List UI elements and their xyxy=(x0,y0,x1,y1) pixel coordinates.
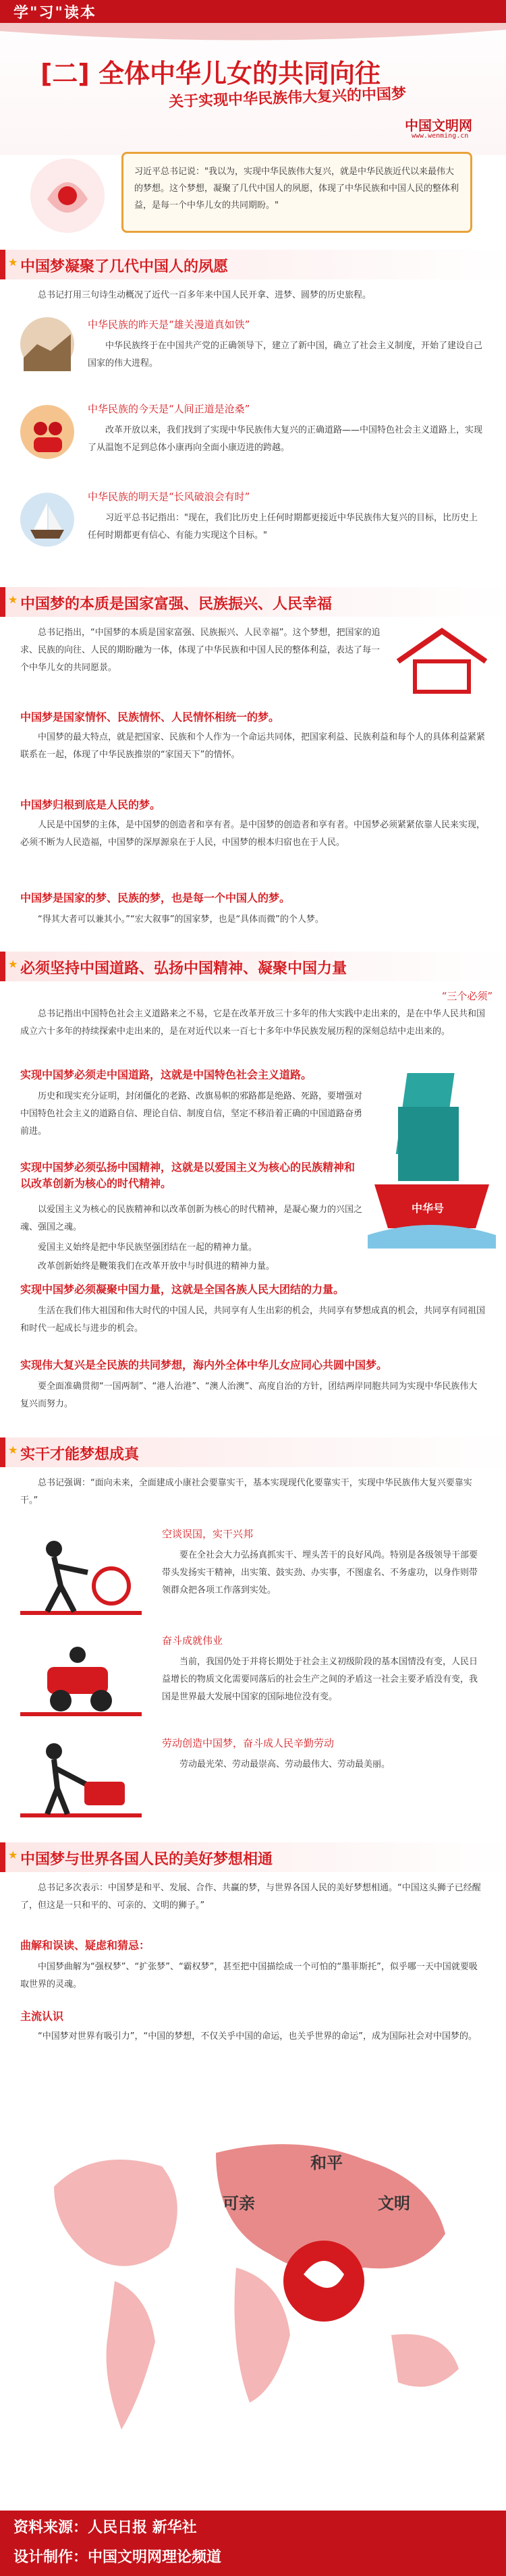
s3-tag: “三个必须” xyxy=(441,990,493,1002)
s2-heading-3: 中国梦是国家的梦、民族的梦，也是每一个中国人的梦。 xyxy=(20,892,291,904)
s4-item2-head: 奋斗成就伟业 xyxy=(162,1635,223,1647)
section-1-intro: 总书记打用三句诗生动概况了近代一百多年来中国人民开拿、进梦、圆梦的历史旅程。 xyxy=(38,290,372,300)
quote-decoration-icon xyxy=(20,152,115,240)
map-word-amiable: 可亲 xyxy=(223,2194,255,2213)
tractor-icon xyxy=(20,1633,142,1721)
s4-item3-head: 劳动创造中国梦，奋斗成人民辛勤劳动 xyxy=(162,1737,335,1749)
section-2-intro: 总书记指出，“中国梦的本质是国家富强、民族振兴、人民幸福”。这个梦想，把国家的追求、民族的向往、人民的期盼融为一体，体现了中华民族和中国人民的整体利益，表达了每一个中华儿女的共同愿景。 xyxy=(20,628,381,673)
page-title: [二] 全体中华儿女的共同向往 xyxy=(40,59,381,88)
section-3-header xyxy=(0,952,506,981)
s1-item2-label: 中华民族的今天是“人间正道是沧桑” xyxy=(88,403,250,415)
world-map-icon xyxy=(13,2079,493,2497)
s3-para-4: 要全面准确贯彻“一国两制”、“港人治港”、“澳人治澳”、高度自治的方针，团结两岸同胞共同为实现中华民族伟大复兴而努力。 xyxy=(20,1381,478,1409)
s4-item1-text: 要在全社会大力弘扬真抓实干、埋头苦干的良好风尚。特别是各级领导干部要带头发扬实干精神，出实策、鼓实劲、办实事，不图虚名、不务虚功，以身作则带领群众把各项工作落到实处。 xyxy=(162,1550,478,1595)
header-swoosh xyxy=(0,23,506,50)
s1-item3-text: 习近平总书记指出："现在，我们比历史上任何时期都更接近中华民族伟大复兴的目标，比历史上任何时期都更有信心、有能力实现这个目标。" xyxy=(88,513,478,541)
s3-para-3: 生活在我们伟大祖国和伟大时代的中国人民，共同享有人生出彩的机会，共同享有梦想成真的机会，共同享有同祖国和时代一起成长与进步的机会。 xyxy=(20,1306,486,1334)
section-1-title: 中国梦凝聚了几代中国人的夙愿 xyxy=(20,258,229,275)
section-5-title: 中国梦与世界各国人民的美好梦想相通 xyxy=(20,1851,273,1868)
section-3-title: 必须坚持中国道路、弘扬中国精神、凝聚中国力量 xyxy=(20,960,347,977)
s1-item1-text: 中华民族终于在中国共产党的正确领导下，建立了新中国，确立了社会主义制度，开始了建设自己国家的伟大进程。 xyxy=(88,341,483,368)
star-icon: ★ xyxy=(8,1848,18,1861)
section-5-intro: 总书记多次表示：中国梦是和平、发展、合作、共赢的梦，与世界各国人民的美好梦想相通。“中国这头狮子已经醒了，但这是一只和平的、可亲的、文明的狮子。” xyxy=(20,1883,481,1911)
s3-heading-3: 实现中国梦必须凝聚中国力量，这就是全国各族人民大团结的力量。 xyxy=(20,1283,345,1296)
s4-item2-text: 当前，我国仍处于并将长期处于社会主义初级阶段的基本国情没有变，人民日益增长的物质文化需要同落后的社会生产之间的矛盾这一社会主要矛盾没有变，我国是世界最大发展中国家的国际地位没有变。 xyxy=(162,1657,478,1702)
s2-para-2: 人民是中国梦的主体，是中国梦的创造者和享有者。是中国梦的创造者和享有者。中国梦必须紧紧依靠人民来实现，必须不断为人民造福，中国梦的深厚源泉在于人民，中国梦的根本归宿也在于人民。 xyxy=(20,820,486,848)
s1-item3-label: 中华民族的明天是“长风破浪会有时” xyxy=(88,491,250,503)
s2-para-3: “得其大者可以兼其小。”“宏大叙事”的国家梦，也是“具体而微”的个人梦。 xyxy=(38,914,324,925)
s5-para-2: “中国梦对世界有吸引力”，“中国的梦想，不仅关乎中国的命运，也关乎世界的命运”，成为国际社会对中国梦的。 xyxy=(38,2031,477,2041)
home-icon xyxy=(391,624,493,698)
mower-icon xyxy=(20,1734,142,1822)
s1-item1-label: 中华民族的昨天是“雄关漫道真如铁” xyxy=(88,319,250,331)
s3-heading-2: 实现中国梦必须弘扬中国精神，这就是以爱国主义为核心的民族精神和以改革创新为核心的时代精神。 xyxy=(20,1161,356,1190)
map-word-peace: 和平 xyxy=(310,2154,343,2172)
section-3-intro: 总书记指出中国特色社会主义道路来之不易，它是在改革开放三十多年的伟大实践中走出来的，是在中华人民共和国成立六十多年的持续探索中走出来的，是在对近代以来一百七十多年中华民族发展历程的深刻总结中走出来的。 xyxy=(20,1009,486,1037)
section-4-header xyxy=(0,1437,506,1467)
s2-heading-2: 中国梦归根到底是人民的梦。 xyxy=(20,798,161,811)
section-1-header xyxy=(0,250,506,279)
s5-heading-1: 曲解和误读、疑虑和猜忌： xyxy=(20,1939,150,1952)
s1-item2-text: 改革开放以来，我们找到了实现中华民族伟大复兴的正确道路——中国特色社会主义道路上，实现了从温饱不足到总体小康再向全面小康迈进的跨越。 xyxy=(88,425,483,453)
s5-para-1: 中国梦曲解为“强权梦”、“扩张梦”、“霸权梦”，甚至把中国描绘成一个可怕的“墨菲斯托”，似乎哪一天中国就要吸取世界的灵魂。 xyxy=(20,1962,478,1990)
s3-para-2c: 改革创新始终是鞭策我们在改革开放中与时俱进的精神力量。 xyxy=(38,1261,275,1271)
s2-heading-1: 中国梦是国家情怀、民族情怀、人民情怀相统一的梦。 xyxy=(20,711,280,723)
s3-heading-1: 实现中国梦必须走中国道路，这就是中国特色社会主义道路。 xyxy=(20,1068,312,1081)
map-word-civilized: 文明 xyxy=(378,2194,410,2213)
s3-para-1: 历史和现实充分证明，封闭僵化的老路、改旗易帜的邪路都是绝路、死路，要增强对中国特色社会主义的道路自信、理论自信、制度自信，坚定不移沿着正确的中国道路奋勇前进。 xyxy=(20,1091,363,1136)
star-icon: ★ xyxy=(8,958,18,970)
s3-heading-4: 实现伟大复兴是全民族的共同梦想，海内外全体中华儿女应同心共圆中国梦。 xyxy=(20,1359,388,1371)
s2-para-1: 中国梦的最大特点，就是把国家、民族和个人作为一个命运共同体，把国家利益、民族利益和每个人的具体利益紧紧联系在一起，体现了中华民族推崇的“家国天下”的情怀。 xyxy=(20,732,486,760)
page-subtitle: 关于实现中华民族伟大复兴的中国梦 xyxy=(168,85,407,111)
star-icon: ★ xyxy=(8,593,18,606)
site-logo[interactable]: 中国文明网 xyxy=(405,117,472,134)
star-icon: ★ xyxy=(8,256,18,269)
s3-para-2b: 爱国主义始终是把中华民族坚强团结在一起的精神力量。 xyxy=(38,1242,258,1253)
footer-design: 设计制作：中国文明网理论频道 xyxy=(13,2549,222,2566)
star-icon: ★ xyxy=(8,1444,18,1456)
quote-box xyxy=(121,152,472,233)
great-wall-icon xyxy=(20,317,74,371)
sailboat-icon xyxy=(368,1066,496,1249)
ship-icon xyxy=(20,493,74,547)
sail-label: 中华号 xyxy=(412,1202,445,1215)
section-4-intro: 总书记强调：“面向未来，全面建成小康社会要靠实干，基本实现现代化要靠实干，实现中华民族伟大复兴要靠实干。” xyxy=(20,1478,472,1506)
section-4-title: 实干才能梦想成真 xyxy=(20,1446,140,1463)
s3-para-2a: 以爱国主义为核心的民族精神和以改革创新为核心的时代精神，是凝心聚力的兴国之魂、强国之魂。 xyxy=(20,1205,363,1232)
worker-icon xyxy=(20,1525,142,1620)
s5-heading-2: 主流认识 xyxy=(20,2010,64,2023)
s4-item1-head: 空谈误国，实干兴邦 xyxy=(162,1528,254,1540)
quote-text: 习近平总书记说："我以为，实现中华民族伟大复兴，就是中华民族近代以来最伟大的梦想。这个梦想，凝聚了几代中国人的夙愿，体现了中华民族和中国人民的整体利益，是每一个中华儿女的共同期盼。" xyxy=(134,167,459,211)
family-icon xyxy=(20,405,74,459)
section-2-header xyxy=(0,587,506,617)
kicker: 学"习"读本 xyxy=(13,5,96,22)
section-2-title: 中国梦的本质是国家富强、民族振兴、人民幸福 xyxy=(20,596,333,613)
section-5-header xyxy=(0,1842,506,1872)
s4-item3-text: 劳动最光荣、劳动最崇高、劳动最伟大、劳动最美丽。 xyxy=(179,1759,391,1770)
site-url[interactable]: www.wenming.cn xyxy=(412,132,469,140)
footer-source: 资料来源：人民日报 新华社 xyxy=(13,2519,197,2536)
